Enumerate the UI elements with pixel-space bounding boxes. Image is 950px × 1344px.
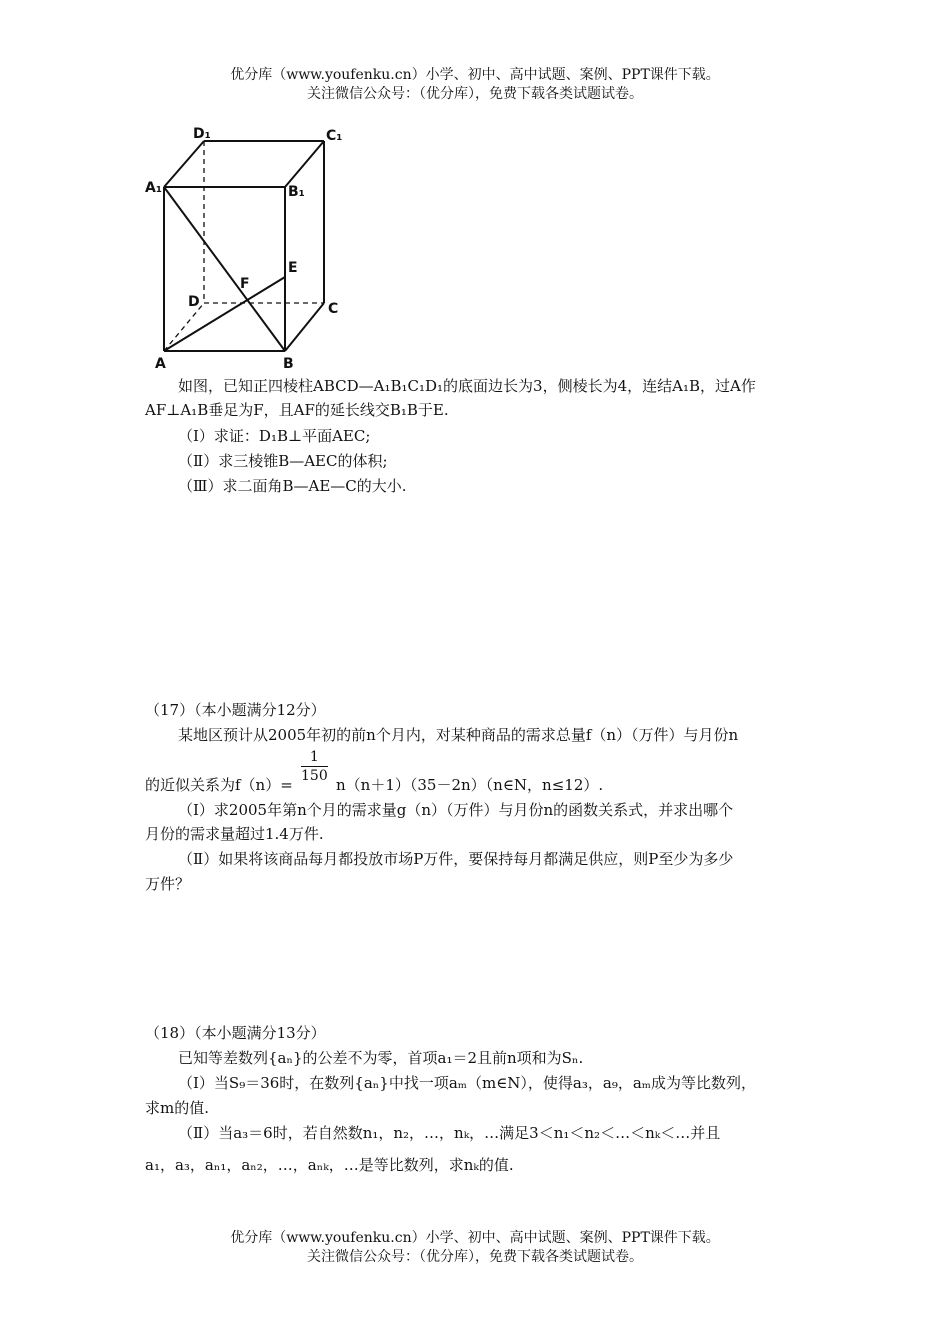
header-line-2: 关注微信公众号：（优分库），免费下载各类试题试卷。 [307,86,643,102]
segment-a1-b [164,187,285,351]
segment-a-e [164,277,285,351]
q17-part-2-line-2: 万件？ [145,875,191,893]
q17-stem-line-2-prefix: 的近似关系为f（n）= [145,776,293,794]
footer-line-1: 优分库（www.youfenku.cn）小学、初中、高中试题、案例、PPT课件下载。 [230,1230,720,1246]
label-e: E [288,260,298,276]
q17-fraction-denominator: 150 [301,768,328,784]
q17-fraction-numerator: 1 [301,748,328,767]
q16-part-2: （Ⅱ）求三棱锥B—AEC的体积; [178,452,388,470]
q16-stem-line-1: 如图，已知正四棱柱ABCD—A₁B₁C₁D₁的底面边长为3，侧棱长为4，连结A₁B，过A作 [178,377,756,395]
q17-stem-line-2-suffix: n（n＋1）（35－2n）（n∈N，n≤12）. [336,776,604,794]
label-b1: B₁ [288,184,305,200]
q16-part-3: （Ⅲ）求二面角B—AE—C的大小. [178,477,407,495]
label-c1: C₁ [326,128,343,144]
q17-stem-line-1: 某地区预计从2005年初的前n个月内，对某种商品的需求总量f（n）（万件）与月份n [178,726,739,744]
hidden-edge-a-d [164,303,204,351]
q17-part-2-line-1: （Ⅱ）如果将该商品每月都投放市场P万件，要保持每月都满足供应，则P至少为多少 [178,850,734,868]
q18-part-1-line-1: （Ⅰ）当S₉＝36时，在数列{aₙ}中找一项aₘ（m∈N），使得a₃，a₉，aₘ成为等比数列， [178,1074,756,1092]
label-d1: D₁ [193,126,211,142]
edge-d1-a1 [164,141,204,187]
footer-line-2: 关注微信公众号：（优分库），免费下载各类试题试卷。 [307,1249,643,1265]
label-f: F [240,276,250,292]
page-header [0,66,950,104]
prism-figure [140,120,360,372]
label-a: A [155,356,166,372]
q18-stem: 已知等差数列{aₙ}的公差不为零，首项a₁＝2且前n项和为Sₙ. [178,1049,584,1067]
q17-title: （17）（本小题满分12分） [145,701,326,719]
header-line-1: 优分库（www.youfenku.cn）小学、初中、高中试题、案例、PPT课件下载。 [230,67,720,83]
q17-fraction [301,748,328,785]
q18-title: （18）（本小题满分13分） [145,1024,326,1042]
label-b: B [283,356,294,372]
q16-stem-line-2: AF⊥A₁B垂足为F，且AF的延长线交B₁B于E. [145,401,449,419]
q17-part-1-line-1: （Ⅰ）求2005年第n个月的需求量g（n）（万件）与月份n的函数关系式，并求出哪个 [178,801,734,819]
edge-b-c [285,303,324,351]
q18-part-2-line-2: a₁，a₃，aₙ₁，aₙ₂，…，aₙₖ，…是等比数列，求nₖ的值. [145,1156,514,1174]
q17-part-1-line-2: 月份的需求量超过1.4万件. [145,825,324,843]
label-d: D [188,294,200,310]
label-c: C [328,301,339,317]
q16-part-1: （Ⅰ）求证：D₁B⊥平面AEC; [178,427,371,445]
page-footer [0,1229,950,1267]
edge-b1-c1 [285,141,324,187]
q18-part-2-line-1: （Ⅱ）当a₃＝6时，若自然数n₁，n₂，…，nₖ，…满足3＜n₁＜n₂＜…＜nₖ＜…并且 [178,1124,721,1142]
q18-part-1-line-2: 求m的值. [145,1099,209,1117]
label-a1: A₁ [145,180,162,196]
